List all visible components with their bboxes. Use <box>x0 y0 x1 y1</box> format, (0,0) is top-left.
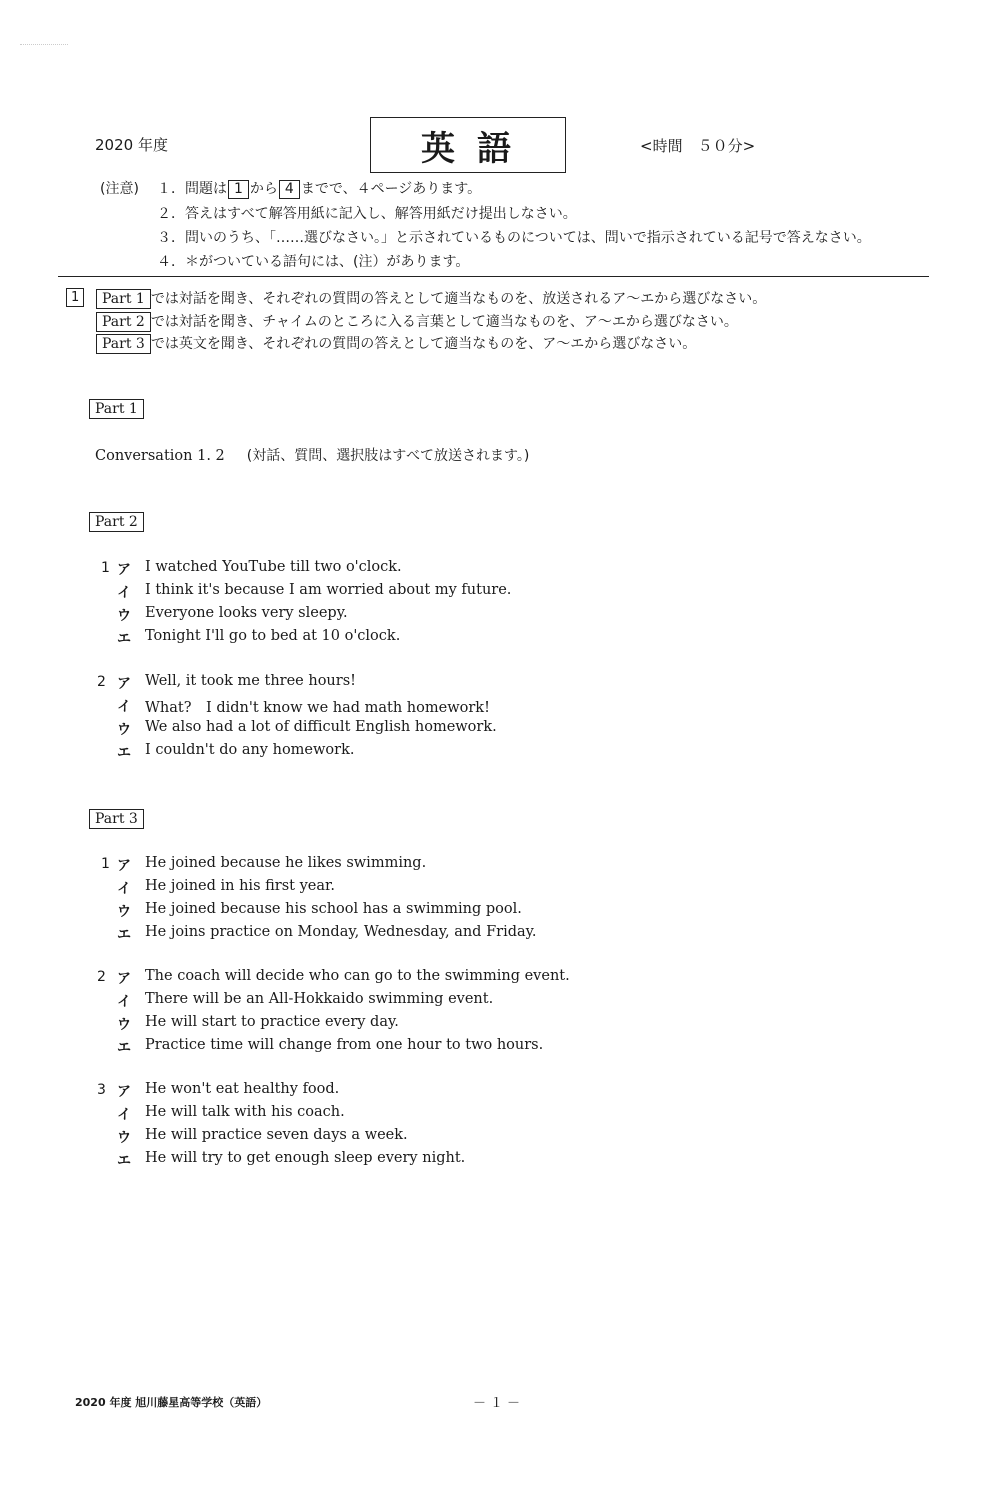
instruction-part2 <box>96 311 738 332</box>
option-text: I watched YouTube till two o'clock. <box>145 559 402 575</box>
option-kana: ア <box>117 971 131 987</box>
part3-q2-number: 2 <box>97 969 106 985</box>
header-divider <box>58 276 929 277</box>
subject-title: 英語 <box>370 117 566 173</box>
option-kana: イ <box>117 699 131 715</box>
page-number: －１－ <box>473 1396 525 1411</box>
option-text: He joined in his first year. <box>145 878 335 894</box>
option-text: He will try to get enough sleep every night. <box>145 1150 466 1166</box>
instruction-part1 <box>96 288 766 309</box>
option-kana: エ <box>117 927 131 943</box>
instruction-part3-text: では英文を聞き、それぞれの質問の答えとして適当なものを、ア～エから選びなさい。 <box>150 336 697 352</box>
option-kana: ウ <box>117 1130 131 1146</box>
option-kana: イ <box>117 1107 131 1123</box>
note-line-2: ２．答えはすべて解答用紙に記入し、解答用紙だけ提出しなさい。 <box>157 206 577 222</box>
part3-q1-number: 1 <box>101 856 110 872</box>
option-text: The coach will decide who can go to the swimming event. <box>145 968 570 984</box>
question-number-box: 1 <box>66 288 84 307</box>
option-text: He will practice seven days a week. <box>145 1127 408 1143</box>
option-kana: エ <box>117 1040 131 1056</box>
option-kana: ウ <box>117 608 131 624</box>
part2-q1-number: 1 <box>101 560 110 576</box>
option-text: He joins practice on Monday, Wednesday, and Friday. <box>145 924 537 940</box>
option-kana: イ <box>117 881 131 897</box>
option-text: He joined because his school has a swimming pool. <box>145 901 522 917</box>
option-text: Well, it took me three hours! <box>145 673 356 689</box>
note-line-4: ４．＊がついている語句には、(注）があります。 <box>157 254 470 270</box>
option-text: I couldn't do any homework. <box>145 742 355 758</box>
part1-heading: Part 1 <box>89 399 144 419</box>
instruction-part1-box: Part 1 <box>96 289 151 309</box>
option-text: We also had a lot of difficult English homework. <box>145 719 497 735</box>
option-kana: エ <box>117 631 131 647</box>
option-kana: ウ <box>117 722 131 738</box>
part3-heading: Part 3 <box>89 809 144 829</box>
note-1-mid: から <box>249 181 278 197</box>
option-text: He will start to practice every day. <box>145 1014 399 1030</box>
instruction-part2-box: Part 2 <box>96 312 151 332</box>
note-1-prefix: １．問題は <box>157 181 227 197</box>
instruction-part2-text: では対話を聞き、チャイムのところに入る言葉として適当なものを、ア～エから選びなさい。 <box>150 314 738 330</box>
option-text: There will be an All-Hokkaido swimming event. <box>145 991 494 1007</box>
option-kana: イ <box>117 585 131 601</box>
time-limit: <時間 ５０分> <box>640 137 756 155</box>
part1-broadcast-note: (対話、質問、選択肢はすべて放送されます。) <box>246 448 530 464</box>
question-range-end-box: 4 <box>279 180 300 199</box>
option-kana: エ <box>117 745 131 761</box>
part1-conversation-label: Conversation 1. 2 <box>95 448 225 464</box>
notes-label: (注意) <box>100 181 139 197</box>
option-kana: ア <box>117 676 131 692</box>
instruction-part3 <box>96 333 696 354</box>
note-line-3: ３．問いのうち、「……選びなさい。」と示されているものについては、問いで指示されている記号で答えなさい。 <box>157 230 871 246</box>
part2-heading: Part 2 <box>89 512 144 532</box>
option-text: Tonight I'll go to bed at 10 o'clock. <box>145 628 401 644</box>
question-range-start-box: 1 <box>228 180 249 199</box>
exam-year: 2020 年度 <box>95 136 168 154</box>
instruction-part1-text: では対話を聞き、それぞれの質問の答えとして適当なものを、放送されるア～エから選びなさい。 <box>150 291 767 307</box>
option-kana: イ <box>117 994 131 1010</box>
scan-mark <box>20 44 68 45</box>
option-text: Practice time will change from one hour to two hours. <box>145 1037 544 1053</box>
option-text: He won't eat healthy food. <box>145 1081 340 1097</box>
option-text: He will talk with his coach. <box>145 1104 345 1120</box>
option-text: I think it's because I am worried about my future. <box>145 582 512 598</box>
option-text: Everyone looks very sleepy. <box>145 605 348 621</box>
note-line-1 <box>157 178 481 199</box>
option-kana: ウ <box>117 904 131 920</box>
part1-conversation <box>95 445 529 465</box>
part3-q3-number: 3 <box>97 1082 106 1098</box>
instruction-part3-box: Part 3 <box>96 334 151 354</box>
option-kana: ア <box>117 562 131 578</box>
footer-school: 2020 年度 旭川藤星高等学校（英語） <box>75 1396 268 1409</box>
part2-q2-number: 2 <box>97 674 106 690</box>
option-kana: ア <box>117 1084 131 1100</box>
option-kana: エ <box>117 1153 131 1169</box>
option-text: What? I didn't know we had math homework! <box>145 700 490 716</box>
note-1-suffix: までで、４ページあります。 <box>300 181 482 197</box>
option-text: He joined because he likes swimming. <box>145 855 427 871</box>
option-kana: ウ <box>117 1017 131 1033</box>
option-kana: ア <box>117 858 131 874</box>
